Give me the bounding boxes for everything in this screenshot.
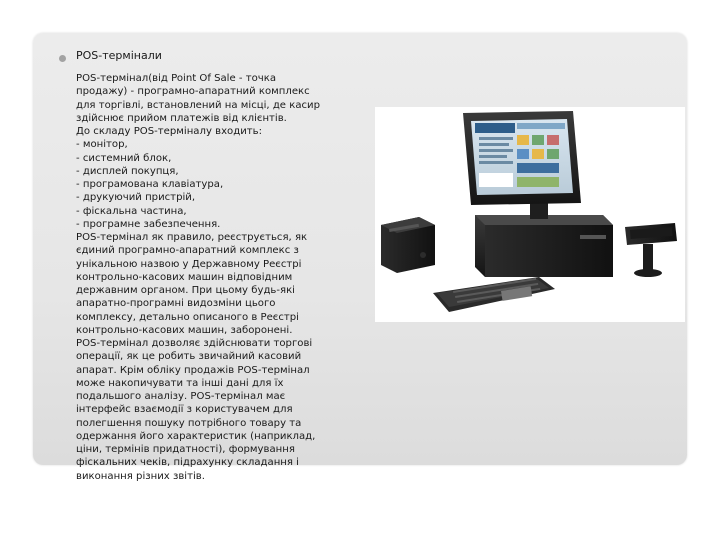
pos-terminal-illustration [375, 107, 685, 322]
system-unit [475, 215, 613, 277]
receipt-printer [381, 217, 435, 273]
touch-monitor [463, 111, 581, 205]
customer-display [625, 223, 677, 277]
programmable-keyboard [433, 277, 555, 312]
slide-body-text: POS-термінал(від Point Of Sale - точка продажу) - програмно-апаратний комплекс для торгівлі, встановлений на місці, де касир здійснює прийом платежів від клієнтів. До складу POS-терміналу входить: - монітор, - системний блок, - дисплей покупця, - програмована клавіатура, - друкуючий пристрій, - фіскальна частина, - програмне забезпечення. POS-термінал як правило, реєструється, як єдиний програмно-апаратний комплекс з унікальною назвою у Державному Реєстрі контрольно-касових машин відповідним державним органом. При цьому будь-які апаратно-програмні видозміни цього комплексу, детально описаного в Реєстрі контрольно-касових машин, заборонені. POS-термінал дозволяє здійснювати торгові операції, як це робить звичайний касовий апарат. Крім обліку продажів POS-термінал може накопичувати та інші дані для їх подальшого аналізу. POS-термінал має інтерфейс взаємодії з користувачем для полегшення пошуку потрібного товару та одержання його характеристик (наприклад, ціни, термінів придатності), формування фіскальних чеків, підрахунку складання і виконання різних звітів. [76, 73, 321, 482]
bullet-dot-icon [59, 55, 66, 62]
pos-terminal-photo [375, 107, 685, 322]
slide-heading: POS-термінали [76, 49, 162, 62]
